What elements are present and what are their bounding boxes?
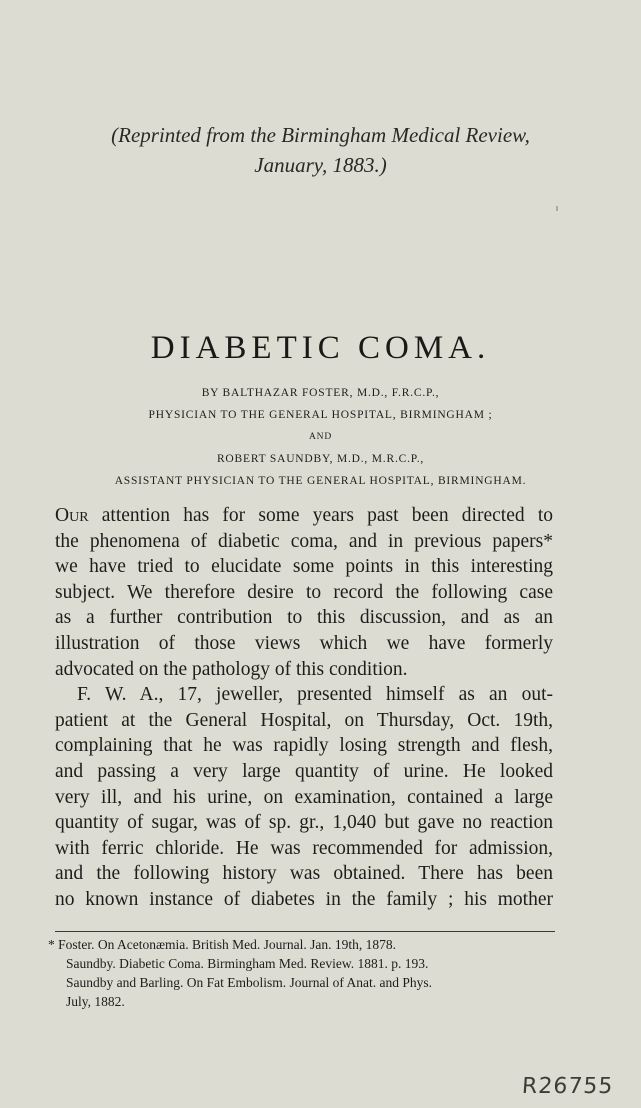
author-2-position: ASSISTANT PHYSICIAN TO THE GENERAL HOSPITAL, BIRMINGHAM. — [114, 475, 527, 487]
author-2-name: ROBERT SAUNDBY, M.D., M.R.C.P., — [216, 453, 425, 465]
reprint-note — [60, 120, 581, 180]
body-line: subject. We therefore desire to record the following case — [55, 581, 553, 603]
body-line: complaining that he was rapidly losing strength and flesh, — [55, 735, 553, 757]
body-text — [55, 503, 553, 913]
footnote-line: Saundby. Diabetic Coma. Birmingham Med. Review. 1881. p. 193. — [66, 956, 429, 971]
opening-word: Our — [55, 505, 89, 526]
author-block — [40, 382, 601, 492]
body-line: Our attention has for some years past been directed to — [55, 505, 553, 526]
reprint-line-1: (Reprinted from the Birmingham Medical Review, — [111, 123, 530, 147]
body-line: and passing a very large quantity of urine. He looked — [55, 760, 553, 782]
body-line: very ill, and his urine, on examination, contained a large — [55, 786, 553, 808]
footnote-divider — [55, 931, 555, 932]
body-line: F. W. A., 17, jeweller, presented himself as an out- — [77, 684, 553, 706]
article-title: DIABETIC COMA. — [150, 330, 491, 366]
footnote-line: July, 1882. — [66, 994, 125, 1009]
body-line: no known instance of diabetes in the family ; his mother — [55, 888, 553, 910]
paper-speck — [556, 206, 558, 211]
body-line: the phenomena of diabetic coma, and in previous papers* — [55, 530, 553, 552]
catalog-mark: R26755 — [520, 1074, 614, 1099]
footnotes — [48, 935, 563, 1011]
footnote-line: * Foster. On Acetonæmia. British Med. Journal. Jan. 19th, 1878. — [48, 937, 396, 952]
author-1-name: BY BALTHAZAR FOSTER, M.D., F.R.C.P., — [201, 387, 440, 399]
body-line: as a further contribution to this discussion, and as an — [55, 607, 553, 629]
body-line: illustration of those views which we have formerly — [55, 632, 553, 654]
body-line: quantity of sugar, was of sp. gr., 1,040 but gave no reaction — [55, 812, 553, 834]
footnote-line: Saundby and Barling. On Fat Embolism. Journal of Anat. and Phys. — [66, 975, 432, 990]
author-conjunction: AND — [309, 432, 332, 442]
body-line: patient at the General Hospital, on Thursday, Oct. 19th, — [55, 709, 553, 731]
body-line: advocated on the pathology of this condition. — [55, 658, 408, 680]
reprint-line-2: January, 1883.) — [254, 153, 387, 177]
body-line: with ferric chloride. He was recommended for admission, — [55, 837, 553, 859]
body-line: and the following history was obtained. There has been — [55, 863, 553, 885]
author-1-position: PHYSICIAN TO THE GENERAL HOSPITAL, BIRMINGHAM ; — [148, 409, 493, 421]
body-line: we have tried to elucidate some points in this interesting — [55, 556, 553, 578]
